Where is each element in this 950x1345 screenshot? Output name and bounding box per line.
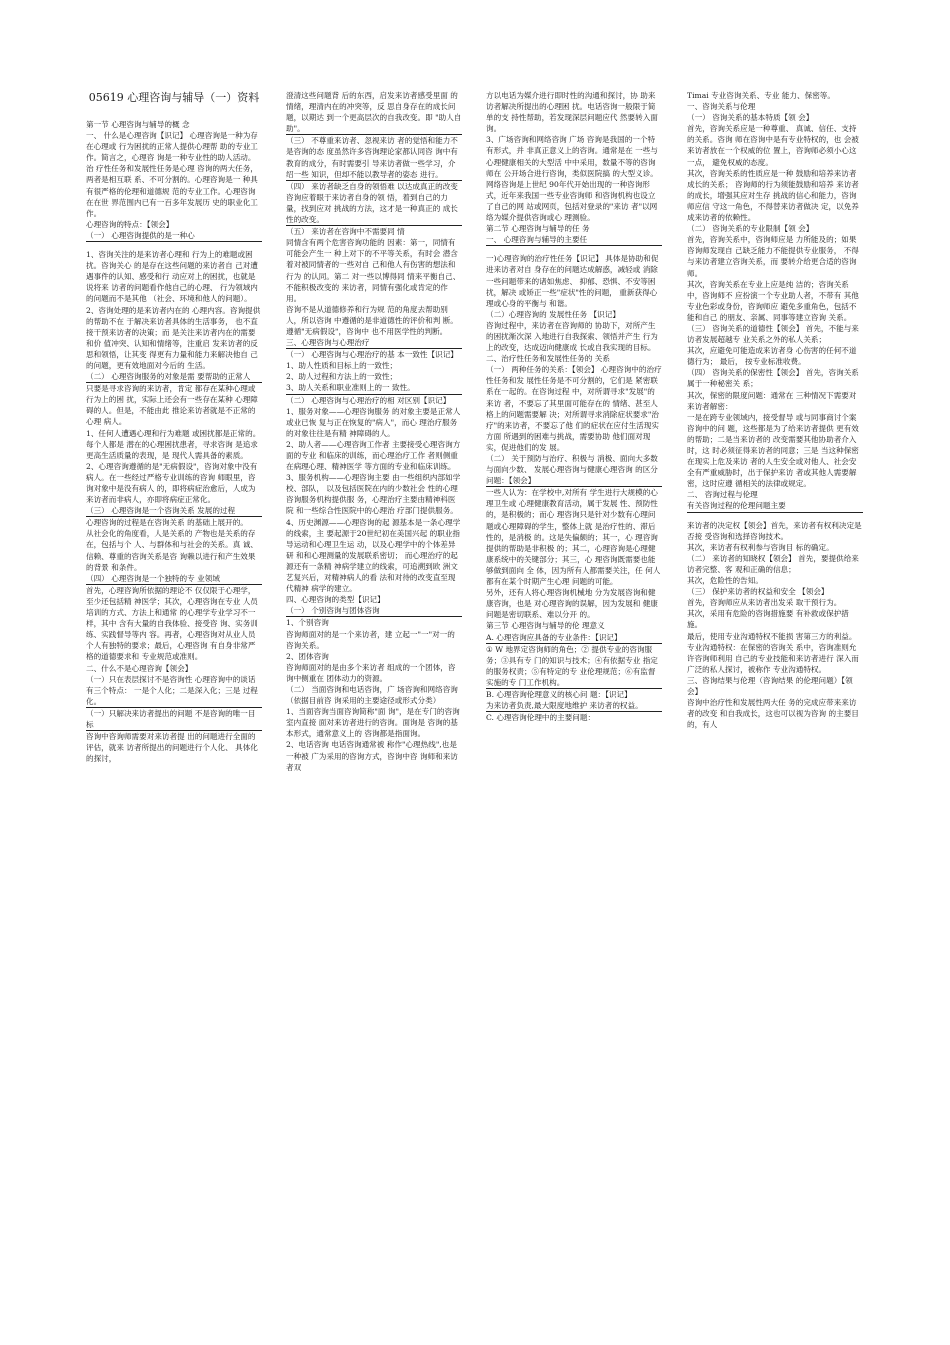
paragraph: 一、咨询关系与伦理 [687, 102, 756, 112]
column-2 [286, 90, 462, 1340]
paragraph: 3、助人关系和职业准则上的一 致性。 [286, 382, 462, 394]
paragraph: 一、 心理咨询与辅导的主要任 [486, 234, 662, 246]
paragraph: 首先，咨询关系应是一种尊重、 真诚、信任、支持的关系。咨询 师在咨询中是有专业特权的，也 会被来访者放在一个权威的位 置上，咨询师必须小心这一点， 避免权威的态度。 [687, 124, 859, 167]
paragraph: 3、广场咨询和网络咨询 广场 咨询是我国的一个特有形式，并 非真正意义上的咨询。通常是在 一些与心理健康相关的大型活 中中采用，数量不等的咨询师在 公开场合进行咨询，类似医院搞 的大型义诊。网络咨询是上世纪 90年代开始出现的一种咨询形 式，近年来我国一些专业咨询师 和咨询机构也设立了自己的网 站或网页，包括对登录的"来访 者"以网络为媒介提供咨询或心 理测验。 [486, 135, 658, 223]
paragraph: （四） 心理咨询是一个独特的专 业领域 [86, 573, 262, 585]
paragraph: 第二节 心理咨询与辅导的任 务 [486, 224, 590, 234]
column-1 [86, 90, 262, 1340]
paragraph: 从社会化的角度看，人是关系的 产物也是关系的存在，包括与个 人、与群体和与社会的关系。真 诚、信赖、尊重的咨询关系是咨 询赖以进行和产生效果的背景 和条件。 [86, 529, 258, 572]
paragraph: （三） 保护来访者的权益和安全 【领会】 [687, 587, 829, 597]
paragraph: 为来访者负责,最大限度地维护 来访者的权益。 [486, 700, 662, 712]
paragraph: （五） 来访者在咨询中不需要同 情 [286, 227, 405, 237]
paragraph: 二、治疗性任务和发展性任务的 关系 [486, 354, 610, 364]
paragraph: 其次，危险性的告知。 [687, 576, 763, 586]
paragraph: 1、服务对象——心理咨询服务 的对象主要是正常人或业已恢 复与正在恢复的"病人"，而心 理治疗服务的对象往往是有精 神障碍的人。 [286, 406, 461, 438]
paragraph: 方以电话为媒介进行即时性的沟通和探讨，协 助来访者解决所提出的心理困 扰。电话咨询一般限于简单的支 持性帮助，若发现深层问题应代 然要转入面询。 [486, 91, 658, 134]
paragraph: 2、心理咨询遵循的是"无病假设"，咨询对象中没有病人。在一些经过严格专业训练的咨询 师眼里，咨询对象中是没有病人 的，即将病症治愈后，人成为来访者而非病人，亦即将病症正常化。 [86, 461, 258, 505]
paragraph: 只要是寻求咨询的来访者，肯定 都存在某种心理或行为上的困 扰，实际上还会有一些存在某种 心理障碍的人。但是，不能由此 推论来访者就是不正常的心理 病人。 [86, 384, 258, 427]
paragraph: （一） 咨询关系的基本特质【领 会】 [687, 113, 814, 123]
paragraph: 来访者的决定权【领会】首先，来访者有权利决定是否接 受咨询和选择咨询技术。 [687, 520, 862, 541]
paragraph: 1、当面咨询当面咨询简称"面 询"，是在专门的咨询室内直接 面对来访者进行的咨询。面询是 咨询的基本形式，通常意义上的 咨询都是指面询。 [286, 707, 460, 739]
document-title: 05619 心理咨询与辅导（一）资料 [88, 91, 260, 104]
paragraph: 1、咨询关注的是来访者心理和 行为上的难题或困扰。咨询关心 的是存在这些问题的来访者自 己对遭遇事件的认知、感受和行 动应对上的困扰，也就是说将来 访者的问题看作他自己的心理、 行为领域内的问题而不是其他 （社会、环境和他人的问题）。 [86, 250, 258, 304]
paragraph: （一） 心理咨询提供的是一种心 [86, 230, 262, 242]
paragraph: 4、历史渊源——心理咨询的起 源基本是一条心理学的线索，主 要起源于20世纪初在美国兴起 的职业指导运动和心理卫生运 动，以及心理学中的个体差异研 和和心理测量的发展联系密切； 而心理治疗的起源还有一条精 神病学建立的线索，可追溯到欧 洲文艺复兴后，对精神病人的看 法和对待的改变直至现代精神 病学的建立。 [286, 517, 461, 594]
paragraph: 一些人认为：在学校中,对所有 学生进行大规模的心理卫生或 心理健康教育活动，属于发展 性、预防性的，是积极的；而心 理咨询只是针对少数有心理问 题或心理障碍的学生，整体上就 是治疗性的、滞后性的，是消极 的。这是失偏颇的；其一，心 理咨询提供的帮助是非积极 的；其二，心理咨询是心理健 康系统中的关键部分；其三，心 理咨询既需要也能够做到面向 全 体，因为所有人都需要关注，任 何人都有在某个时期产生心理 问题的可能。 [486, 488, 661, 587]
paragraph: 另外，还有人将心理咨询机械地 分为发展咨询和健康咨询，也是 对心理咨询的误解，因为发展和 健康问题是密切联系、难以分开 的。 [486, 588, 658, 620]
paragraph: B. 心理咨询伦理意义的核心问 题：【识记】 [486, 689, 632, 699]
paragraph: 咨询应着眼于来访者自身的领 悟，着到自己的力量，找到应对 挑战的方法，这才是一种真正的 成长性的改变。 [286, 192, 462, 226]
paragraph: 2、电话咨询 电话咨询通常被 称作"心理热线",也是一种被 广为采用的咨询方式，咨询中咨 询师和来访者双 [286, 740, 458, 772]
paragraph: 二、 咨询过程与伦理 [687, 490, 758, 500]
paragraph: 咨询师面对的是由多个来访者 组成的一个团体，咨询中侧重在 团体动力的资源。 [286, 662, 456, 683]
paragraph: （二） 当面咨询和电话咨询，广 场咨询和网络咨询（依据目前咨 询采用的主要途径或形式分类） [286, 684, 458, 706]
paragraph: 澄清这些问题背 后的东西，启发来访者感受里面 的情绪，理清内在的冲突等，反 思自身存在的成长问题，以期达 到一个更高层次的自我改变。即 "助人自助"。 [286, 90, 462, 135]
paragraph: （四） 来访者缺乏自身的领悟难 以达成真正的改变 [286, 181, 458, 191]
paragraph: （二） 咨询关系的专业限制【领 会】 [687, 224, 814, 234]
paragraph: 其次，应避免可能造成来访者身 心伤害的任何不道德行为； 最后， 按专业标准收费。 [687, 346, 857, 367]
paragraph: ① W 地界定咨询师的角色；② 提供专业的咨询服务；③具有专 门的知识与技术；④有依据专业 指定的服务权责；⑤有特定的专 业伦理规范；⑥有监督实施的专 门工作机构。 [486, 644, 662, 689]
column-3 [486, 90, 662, 1340]
paragraph: A. 心理咨询应具备的专业条件：【识记】 [486, 632, 662, 644]
paragraph: 心理咨询的特点：【领会】 [86, 219, 174, 229]
paragraph: （三） 心理咨询是一个咨询关系 发展的过程 [86, 505, 262, 517]
paragraph: 专业沟通特权：在保密的咨询关 系中，咨询准则允许咨询师利用 自己的专业技能和来访者进行 深入而广泛的私人探讨，被称作 专业沟通特权。 [687, 642, 859, 674]
paragraph: 2、团体咨询 [286, 651, 329, 661]
paragraph: 咨询师面对的是一个来访者，建 立起一"一"对一的咨询关系。 [286, 629, 455, 650]
paragraph: 有关咨询过程的伦理问题主要 [687, 500, 863, 512]
paragraph: 其次，保密的限度问题：通常在 三种情况下需要对来访者解密： [687, 390, 857, 411]
paragraph: 最后，使用专业沟通特权不能损 害第三方的利益。 [687, 631, 857, 641]
paragraph: （二） 来访者的知晓权【领会】 首先，要提供给来访者完整、客 观和正确的信息； [687, 553, 859, 574]
paragraph: 同情含有两个危害咨询功能的 因素：第一，同情有可能会产生一 种上对下的不平等关系，有时会 潜含着对被同情者的一些对自 己和他人有伤害的想法和行为 的认同。第二 对一些以博得同 情来平衡自己、不能积极改变的 来访者，同情有强化或肯定的作 用。 [286, 238, 461, 303]
paragraph: 2、助人者——心理咨询工作者 主要接受心理咨询方面的专业 和临床的训练，而心理治疗工作 者则侧重在病理心理、精神医学 等方面的专业和临床训练。 [286, 439, 461, 472]
paragraph: 其次，采用有危险的咨询措施要 有补救或保护措施。 [687, 609, 849, 630]
paragraph: 其次，咨询关系的性质应是一种 鼓励和培养来访者成长的关系； 咨询师的行为须能鼓励和培养 来访者的成长，增强其应对生存 挑战的信心和能力，咨询师应信 守这一角色，不得替来访者做决 定，以免养成来访者的依赖性。 [687, 168, 859, 223]
paragraph: （四） 咨询关系的保密性【领会】 首先，咨询关系属于一种秘密关 系； [687, 368, 859, 389]
paragraph: 二、什么不是心理咨询【领会】 [86, 663, 193, 673]
paragraph: 2、咨询处理的是来访者内在的 心理内容。咨询提供的帮助不在 于解决来访者具体的生活事务， 也不直接干预来访者的决策；而 是关注来访者内在的需要和价 值冲突、认知和情绪等，注重启 发来访者的反思和领悟，让其变 得更有力量和能力来解决他自 己的问题，更有效地面对今后的 生活。 [86, 305, 261, 370]
paragraph: 三、心理咨询与心理治疗 [286, 337, 462, 349]
paragraph: 四、心理咨询的类型【识记】 [286, 595, 385, 605]
paragraph: 心理咨询的过程是在咨询关系 的基础上展开的。 [86, 518, 248, 528]
paragraph: （一） 个别咨询与团体咨询 [286, 605, 462, 617]
paragraph: 1、助人性质和目标上的一致性； [286, 361, 398, 371]
paragraph: 首先，咨询关系中，咨询师应是 力所能及的；如果咨询师发现自 己缺乏能力不能提供专业服务， 不得与来访者建立咨询关系，而 要转介给更合适的咨询师。 [687, 235, 859, 278]
paragraph: （三） 咨询关系的道德性【领会】 首先，不能与来访者发展超越专 业关系之外的私人关系； [687, 323, 859, 345]
paragraph: 三、咨询结果与伦理（咨询结果 的伦理问题）【领会】 [687, 675, 853, 696]
paragraph: 一)心理咨询的治疗性任务【识记】 具体是协助和促进来访者对自 身存在的问题达成解惑，减轻或 消除一些问题带来的诸如焦虑、 抑郁、恐惧、不安等困扰，解决 或矫正一些"症状"性的问题， 重新获得心理或心身的平衡与 和谐。 [486, 254, 659, 308]
paragraph: 咨询中咨询师需要对来访者提 出的问题进行全面的评估，就来 访者所提出的问题进行个人化、 具体化的探讨， [86, 732, 258, 764]
paragraph: 一、 什么是心理咨询【识记】 心理咨询是一种为存在心理或 行为困扰的正常人提供心理帮 助的专业工作。简言之，心理咨 询是一种专业性的助人活动。治 疗性任务和发展性任务是心理 咨询的两大任务，两者是相互联 系、不可分割的。心理咨询是一 种具有很严格的伦理和道德规 范的专业工作。心理咨询在在世 界范围内已有一百多年发展历 史的职业化工作。 [86, 131, 258, 218]
paragraph: 其次，来访者有权利参与咨询目 标的确定。 [687, 542, 834, 552]
paragraph: （一） 两种任务的关系：【领会】 心理咨询中的治疗性任务和发 展性任务是不可分割的，它们是 紧密联系在一起的。在咨询过程 中，对所谓寻求"发展"的来访 者，不要忘了其里面可能存在的 情绪、甚至人格上的问题需要解 决；对所谓寻求消除症状要求"治疗"的来访者，不要忘了他 们的症状在应付生活现实方面 所遇到的困难与挑战，需要协助 他们面对现实，促进他们的发 展。 [486, 365, 662, 452]
paragraph: 1、任何人遭遇心理和行为难题 或困扰都是正常的。每个人都是 潜在的心理困扰患者，寻求咨询 是追求更高生活质量的表现，是 现代人需具备的素质。 [86, 428, 261, 460]
column-4 [687, 90, 863, 1340]
paragraph: （二） 心理咨询与心理治疗的相 对区别【识记】 [286, 395, 451, 405]
paragraph: 咨询不是从道德修养和行为规 范的角度去帮助别人，所以咨询 中遵循的是非道德性的评价和判 断。遵循"无病假设"，咨询中 也不用医学性的判断。 [286, 304, 458, 336]
paragraph: （一）只在表层探讨不是咨询性 心理咨询中的谈话有三个特点： 一是个人化；二是深入化；三是 过程化。 [86, 674, 262, 708]
paragraph: 第一节 心理咨询与辅导的概 念 [86, 120, 190, 129]
paragraph: 第三节 心理咨询与辅导的伦 理意义 [486, 621, 605, 631]
paragraph: 首先，咨询师应从来访者出发采 取干预行为。 [687, 598, 842, 608]
paragraph: （一） 心理咨询与心理治疗的基 本一致性【识记】 [286, 350, 458, 360]
paragraph: Timai 专业咨询关系、专业 能力、保密等。 [687, 91, 835, 100]
paragraph: 咨询过程中，来访者在咨询师的 协助下，对所产生的困扰渐次深 入地进行自我探索、领悟并产生 行为上的改变，达成迈向健康成 长或自我实现的目标。 [486, 320, 658, 353]
paragraph: 一是在跨专业领域内，接受督导 或与同事商讨个案咨询中的问 题，这些都是为了给来访者提供 更有效的帮助；二是当来访者的 改变需要其他协助者介入时，这 时必须征得来访者的同意；三是 当这种保密在现实上危及来访 者的人生安全或对他人、社会安 全有严重威胁时，出于保护来访 者或其他人需要解密，这时应遵 循相关的法律或规定。 [687, 412, 859, 489]
paragraph: （二） 关于预防与治疗、积极与 消极、面向大多数与面向少数、 发展心理咨询与健康心理咨询 的区分问题：【领会】 [486, 453, 662, 487]
paragraph: C. 心理咨询伦理中的主要问题： [486, 713, 596, 723]
paragraph: 3、服务机构——心理咨询主要 由一些组织内部如学校、部队， 以及包括医院在内的少数社会 性的心理咨询服务机构提供服 务，心理治疗主要由精神科医院 和一些综合性医院中的心理治 疗部门提供服务。 [286, 473, 461, 516]
paragraph: （一）只解决来访者提出的问题 不是咨询的唯一目标 [86, 708, 262, 731]
paragraph: （二） 心理咨询服务的对象是需 要帮助的正常人 [86, 371, 262, 383]
paragraph: （二）心理咨询的 发展性任务 【识记】 [486, 309, 620, 319]
paragraph: 首先，心理咨询所依据的理论不 仅仅限于心理学，至少还包括精 神医学；其次，心理咨询在专业 人员培训的方式、方法上和通常 的心理学专业学习不一样，其中 含有大量的自我体验、接受咨 询、实务训练、实践督导等内 容。再者，心理咨询对从业人员个人有独特的要求；最后，心理咨询 有自身非常严格的道德要求和 专业规范或准则。 [86, 585, 258, 662]
paragraph: 1、个别咨询 [286, 618, 329, 628]
paragraph: 其次，咨询关系在专业上应是纯 洁的；咨询关系中，咨询师不 应扮演一个专业助人者，不带有 其他专业色彩或身份，咨询师应 避免多重角色，包括不能和自己 的朋友、亲属、同事等建立咨询 关系。 [687, 279, 859, 322]
paragraph: 咨询中治疗性和发展性两大任 务的完成应带来来访者的改变 和自我成长，这也可以视为咨询 的主要目的，有人 [687, 698, 859, 730]
paragraph: 2、助人过程和方法上的一致性； [286, 372, 398, 382]
paragraph: （三） 不尊重来访者、忽视来访 者的觉悟和能力不是咨询的态 度虽然许多咨询理论家都认同咨 询中有教育的成分，有时需要引 导来访者做一些学习，介绍一些 知识，但却不能以教导者的姿态 进行。 [286, 135, 462, 180]
